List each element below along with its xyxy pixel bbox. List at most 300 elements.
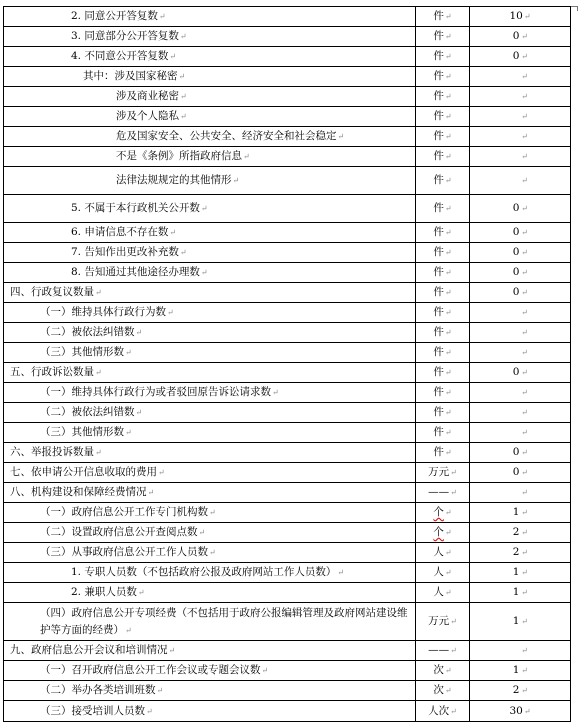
paragraph-mark-icon: ↵ [209, 508, 216, 517]
row-description: 7. 告知作出更改补充数 [71, 246, 179, 258]
row-description: （一）政府信息公开工作专门机构数 [40, 506, 208, 518]
paragraph-mark-icon: ↵ [95, 288, 102, 297]
table-row [4, 7, 571, 27]
row-description-cell [4, 423, 416, 443]
row-unit-cell [416, 127, 470, 147]
row-description: 五、行政诉讼数量 [10, 366, 94, 378]
row-value: 0 [512, 246, 520, 258]
table-row [4, 195, 571, 223]
paragraph-mark-icon: ↵ [521, 268, 528, 277]
paragraph-mark-icon: ↵ [337, 568, 345, 577]
row-description-cell [4, 583, 416, 603]
paragraph-mark-icon: ↵ [444, 666, 452, 675]
paragraph-mark-icon: ↵ [521, 112, 528, 121]
paragraph-mark-icon: ↵ [444, 588, 452, 597]
row-description-cell [4, 641, 416, 661]
row-description-cell [4, 127, 416, 147]
row-value-cell [470, 701, 571, 722]
row-unit-cell [416, 263, 470, 283]
row-description-cell [4, 67, 416, 87]
row-unit-cell [416, 543, 470, 563]
row-description-cell [4, 661, 416, 681]
row-value-cell [470, 127, 571, 147]
paragraph-mark-icon: ↵ [444, 32, 452, 41]
row-unit: 件 [433, 406, 444, 418]
row-description: 不是《条例》所指政府信息 [116, 150, 242, 162]
paragraph-mark-icon: ↵ [444, 528, 452, 537]
row-unit-cell [416, 641, 470, 661]
row-description-cell [4, 107, 416, 127]
paragraph-mark-icon: ↵ [209, 548, 216, 557]
row-value-cell [470, 195, 571, 223]
row-description-cell [4, 701, 416, 722]
row-unit: 件 [433, 10, 444, 22]
row-value: 0 [512, 226, 520, 238]
row-unit-cell [416, 443, 470, 463]
statistics-table [3, 6, 571, 722]
paragraph-mark-icon: ↵ [444, 348, 452, 357]
paragraph-mark-icon: ↵ [521, 488, 528, 497]
row-value-cell [470, 661, 571, 681]
paragraph-mark-icon: ↵ [450, 706, 457, 716]
paragraph-mark-icon: ↵ [521, 32, 528, 41]
paragraph-mark-icon: ↵ [167, 308, 174, 317]
row-unit: 件 [433, 50, 444, 62]
row-value-cell [470, 343, 571, 363]
table-row [4, 583, 571, 603]
row-value: 0 [512, 30, 520, 42]
row-description-cell [4, 167, 416, 195]
paragraph-mark-icon: ↵ [232, 176, 240, 185]
row-description-cell [4, 243, 416, 263]
row-description-cell [4, 223, 416, 243]
row-value-cell [470, 523, 571, 543]
row-unit-cell [416, 147, 470, 167]
paragraph-mark-icon: ↵ [521, 548, 528, 557]
row-unit: 个 [433, 526, 444, 538]
row-description-cell [4, 343, 416, 363]
paragraph-mark-icon: ↵ [179, 248, 187, 257]
row-description-cell [4, 283, 416, 303]
row-description: 5. 不属于本行政机关公开数 [71, 202, 200, 214]
row-unit: 件 [433, 110, 444, 122]
row-description: （二）设置政府信息公开查阅点数 [40, 526, 198, 538]
paragraph-mark-icon: ↵ [521, 388, 528, 397]
row-unit: 人次 [428, 704, 450, 717]
paragraph-mark-icon: ↵ [444, 388, 452, 397]
row-value: 30 [509, 704, 523, 717]
row-unit-cell [416, 603, 470, 641]
paragraph-mark-icon: ↵ [135, 328, 143, 337]
paragraph-mark-icon: ↵ [444, 428, 452, 437]
row-unit: —— [428, 644, 450, 656]
row-value-cell [470, 107, 571, 127]
row-value-cell [470, 443, 571, 463]
row-value-cell [470, 363, 571, 383]
row-description: 涉及商业秘密 [116, 90, 179, 102]
table-row [4, 67, 571, 87]
row-value: 10 [509, 10, 523, 22]
paragraph-mark-icon: ↵ [444, 508, 452, 517]
row-description: 六、举报投诉数量 [10, 446, 94, 458]
row-unit-cell [416, 7, 470, 27]
row-value-cell [470, 463, 571, 483]
paragraph-mark-icon: ↵ [521, 646, 528, 655]
row-value-cell [470, 423, 571, 443]
table-row [4, 127, 571, 147]
table-row [4, 87, 571, 107]
row-unit-cell [416, 243, 470, 263]
paragraph-mark-icon: ↵ [95, 368, 102, 377]
table-row [4, 443, 571, 463]
paragraph-mark-icon: ↵ [444, 248, 452, 257]
paragraph-mark-icon: ↵ [125, 625, 132, 635]
paragraph-mark-icon: ↵ [521, 468, 528, 477]
row-value-cell [470, 7, 571, 27]
table-row [4, 283, 571, 303]
row-value-cell [470, 543, 571, 563]
paragraph-mark-icon: ↵ [521, 568, 528, 577]
row-value: 1 [512, 615, 520, 627]
row-unit-cell [416, 383, 470, 403]
paragraph-mark-icon: ↵ [198, 528, 206, 537]
paragraph-mark-icon: ↵ [521, 448, 528, 457]
paragraph-mark-icon: ↵ [95, 448, 102, 457]
table-row [4, 503, 571, 523]
row-value-cell [470, 403, 571, 423]
row-description-cell [4, 87, 416, 107]
table-row [4, 147, 571, 167]
paragraph-mark-icon: ↵ [521, 248, 528, 257]
table-row [4, 403, 571, 423]
row-unit-cell [416, 403, 470, 423]
row-unit: 人 [433, 566, 444, 578]
paragraph-mark-icon: ↵ [523, 12, 531, 21]
paragraph-mark-icon: ↵ [523, 706, 531, 716]
row-description: 3. 同意部分公开答复数 [71, 30, 179, 42]
row-unit: 件 [433, 70, 444, 82]
paragraph-mark-icon: ↵ [272, 388, 279, 397]
row-description-cell [4, 263, 416, 283]
row-description-cell [4, 383, 416, 403]
row-unit-cell [416, 681, 470, 701]
row-value-cell [470, 167, 571, 195]
row-unit: 个 [433, 506, 444, 518]
row-value-cell [470, 283, 571, 303]
paragraph-mark-icon: ↵ [180, 112, 187, 121]
row-description: 九、政府信息公开会议和培训情况 [10, 644, 168, 656]
paragraph-mark-icon: ↵ [444, 548, 452, 557]
row-description-cell [4, 323, 416, 343]
paragraph-mark-icon: ↵ [521, 508, 528, 517]
row-value: 2 [512, 684, 520, 696]
row-unit: 万元 [428, 615, 450, 627]
row-value-cell [470, 483, 571, 503]
paragraph-mark-icon: ↵ [137, 588, 145, 597]
row-value-cell [470, 47, 571, 67]
row-description-cell [4, 483, 416, 503]
row-value: 0 [512, 50, 520, 62]
paragraph-mark-icon: ↵ [178, 72, 186, 81]
row-value-cell [470, 87, 571, 107]
row-unit: 人 [433, 586, 444, 598]
paragraph-mark-icon: ↵ [158, 468, 165, 477]
paragraph-mark-icon: ↵ [444, 204, 452, 213]
row-unit-cell [416, 701, 470, 722]
paragraph-mark-icon: ↵ [450, 617, 457, 626]
row-description: （三）其他情形数 [40, 346, 124, 358]
table-row [4, 543, 571, 563]
paragraph-mark-icon: ↵ [521, 588, 528, 597]
row-description: （一）召开政府信息公开工作会议或专题会议数 [40, 664, 261, 676]
paragraph-mark-icon: ↵ [521, 348, 528, 357]
row-unit-cell [416, 661, 470, 681]
paragraph-mark-icon: ↵ [521, 368, 528, 377]
table-row [4, 167, 571, 195]
row-unit: 件 [433, 366, 444, 378]
paragraph-mark-icon: ↵ [521, 72, 528, 81]
row-unit: 件 [433, 30, 444, 42]
row-description-cell [4, 563, 416, 583]
row-description-cell [4, 403, 416, 423]
row-unit: 件 [433, 150, 444, 162]
row-unit-cell [416, 523, 470, 543]
paragraph-mark-icon: ↵ [125, 348, 132, 357]
paragraph-mark-icon: ↵ [521, 204, 528, 213]
paragraph-mark-icon: ↵ [444, 448, 452, 457]
table-row [4, 363, 571, 383]
paragraph-mark-icon: ↵ [521, 408, 528, 417]
row-description: 1. 专职人员数（不包括政府公报及政府网站工作人员数） [71, 566, 337, 578]
paragraph-mark-icon: ↵ [444, 72, 452, 81]
row-value-cell [470, 147, 571, 167]
row-unit-cell [416, 323, 470, 343]
paragraph-mark-icon: ↵ [521, 686, 528, 695]
row-description: （一）维持具体行政行为数 [40, 306, 166, 318]
row-value: 0 [512, 286, 520, 298]
row-unit: 件 [433, 130, 444, 142]
row-unit: 件 [433, 306, 444, 318]
row-unit: —— [428, 486, 450, 498]
row-value-cell [470, 503, 571, 523]
table-row [4, 303, 571, 323]
row-value-cell [470, 583, 571, 603]
row-description: 法律法规规定的其他情形 [116, 174, 232, 186]
paragraph-mark-icon: ↵ [169, 228, 177, 237]
row-description-cell [4, 47, 416, 67]
row-description: 七、依申请公开信息收取的费用 [10, 466, 157, 478]
row-value-cell [470, 223, 571, 243]
row-unit: 件 [433, 226, 444, 238]
paragraph-mark-icon: ↵ [521, 92, 528, 101]
row-unit-cell [416, 87, 470, 107]
paragraph-mark-icon: ↵ [444, 328, 452, 337]
table-row [4, 107, 571, 127]
row-unit-cell [416, 303, 470, 323]
paragraph-mark-icon: ↵ [444, 308, 452, 317]
table-row [4, 641, 571, 661]
statistics-table-body [4, 7, 571, 722]
row-description: 四、行政复议数量 [10, 286, 94, 298]
row-value: 0 [512, 366, 520, 378]
row-unit-cell [416, 107, 470, 127]
row-value: 2 [512, 546, 520, 558]
paragraph-mark-icon: ↵ [169, 52, 177, 61]
table-row [4, 323, 571, 343]
row-value: 0 [512, 202, 520, 214]
paragraph-mark-icon: ↵ [444, 228, 452, 237]
paragraph-mark-icon: ↵ [521, 666, 528, 675]
paragraph-mark-icon: ↵ [444, 686, 452, 695]
row-value-cell [470, 681, 571, 701]
row-unit: 件 [433, 286, 444, 298]
paragraph-mark-icon: ↵ [444, 112, 452, 121]
paragraph-mark-icon: ↵ [158, 12, 166, 21]
row-description-cell [4, 7, 416, 27]
paragraph-mark-icon: ↵ [337, 132, 345, 141]
row-value-cell [470, 243, 571, 263]
table-row [4, 47, 571, 67]
paragraph-mark-icon: ↵ [444, 268, 452, 277]
paragraph-mark-icon: ↵ [444, 152, 452, 161]
paragraph-mark-icon: ↵ [450, 646, 457, 655]
row-description-cell [4, 147, 416, 167]
paragraph-mark-icon: ↵ [521, 288, 528, 297]
paragraph-mark-icon: ↵ [200, 204, 208, 213]
row-description: 6. 申请信息不存在数 [71, 226, 169, 238]
row-value-cell [470, 603, 571, 641]
row-description: 其中：涉及国家秘密 [83, 70, 178, 82]
row-description-cell [4, 603, 416, 641]
paragraph-mark-icon: ↵ [156, 686, 164, 695]
paragraph-mark-icon: ↵ [521, 152, 528, 161]
paragraph-mark-icon: ↵ [444, 288, 452, 297]
row-unit-cell [416, 363, 470, 383]
table-row [4, 661, 571, 681]
paragraph-mark-icon: ↵ [200, 268, 208, 277]
row-description: 危及国家安全、公共安全、经济安全和社会稳定 [116, 130, 337, 142]
paragraph-mark-icon: ↵ [444, 408, 452, 417]
row-value-cell [470, 383, 571, 403]
row-description-cell [4, 463, 416, 483]
row-value-cell [470, 563, 571, 583]
row-value: 0 [512, 446, 520, 458]
paragraph-mark-icon: ↵ [180, 92, 187, 101]
row-description: （四）政府信息公开专项经费（不包括用于政府公报编辑管理及政府网站建设维护等方面的经费） [40, 606, 408, 636]
row-value-cell [470, 27, 571, 47]
row-description: （二）被依法纠错数 [40, 406, 135, 418]
paragraph-mark-icon: ↵ [444, 132, 452, 141]
paragraph-mark-icon: ↵ [521, 528, 528, 537]
row-value: 0 [512, 466, 520, 478]
row-unit: 件 [433, 386, 444, 398]
row-value-cell [470, 303, 571, 323]
row-description: （一）维持具体行政行为或者驳回原告诉讼请求数 [40, 386, 271, 398]
row-unit: 件 [433, 246, 444, 258]
row-value: 1 [512, 566, 520, 578]
row-unit: 件 [433, 202, 444, 214]
table-row [4, 223, 571, 243]
paragraph-mark-icon: ↵ [521, 328, 528, 337]
row-unit-cell [416, 423, 470, 443]
paragraph-mark-icon: ↵ [450, 488, 457, 497]
paragraph-mark-icon: ↵ [521, 428, 528, 437]
row-description: （三）接受培训人员数 [40, 704, 145, 717]
row-value-cell [470, 641, 571, 661]
row-unit: 件 [433, 426, 444, 438]
row-description: （三）从事政府信息公开工作人员数 [40, 546, 208, 558]
page-corner-mark [571, 6, 578, 11]
row-unit-cell [416, 223, 470, 243]
row-unit: 人 [433, 546, 444, 558]
row-unit-cell [416, 195, 470, 223]
row-unit: 件 [433, 266, 444, 278]
row-unit: 万元 [428, 466, 450, 478]
table-row [4, 563, 571, 583]
row-description: 2. 兼职人员数 [71, 586, 137, 598]
row-unit-cell [416, 483, 470, 503]
table-row [4, 523, 571, 543]
row-unit: 件 [433, 174, 444, 186]
row-description: 4. 不同意公开答复数 [71, 50, 169, 62]
row-description: （三）其他情形数 [40, 426, 124, 438]
row-unit-cell [416, 67, 470, 87]
row-unit-cell [416, 563, 470, 583]
paragraph-mark-icon: ↵ [521, 52, 528, 61]
row-description: （二）举办各类培训班数 [40, 684, 156, 696]
row-unit: 次 [433, 684, 444, 696]
paragraph-mark-icon: ↵ [168, 646, 176, 655]
table-row [4, 483, 571, 503]
row-description: （二）被依法纠错数 [40, 326, 135, 338]
paragraph-mark-icon: ↵ [521, 617, 528, 626]
paragraph-mark-icon: ↵ [444, 12, 452, 21]
row-value: 1 [512, 506, 520, 518]
row-unit-cell [416, 167, 470, 195]
row-description-cell [4, 503, 416, 523]
table-row [4, 383, 571, 403]
row-description-cell [4, 303, 416, 323]
table-row [4, 603, 571, 641]
row-value: 1 [512, 664, 520, 676]
paragraph-mark-icon: ↵ [450, 468, 457, 477]
paragraph-mark-icon: ↵ [135, 408, 143, 417]
paragraph-mark-icon: ↵ [243, 152, 250, 161]
paragraph-mark-icon: ↵ [521, 176, 528, 185]
row-unit-cell [416, 343, 470, 363]
table-row [4, 343, 571, 363]
paragraph-mark-icon: ↵ [179, 32, 187, 41]
row-description-cell [4, 27, 416, 47]
row-unit: 次 [433, 664, 444, 676]
paragraph-mark-icon: ↵ [147, 488, 155, 497]
paragraph-mark-icon: ↵ [146, 706, 153, 716]
row-unit: 件 [433, 90, 444, 102]
table-row [4, 701, 571, 722]
row-unit-cell [416, 27, 470, 47]
row-description: 八、机构建设和保障经费情况 [10, 486, 147, 498]
row-description: 涉及个人隐私 [116, 110, 179, 122]
table-row [4, 681, 571, 701]
row-value: 0 [512, 266, 520, 278]
paragraph-mark-icon: ↵ [444, 368, 452, 377]
row-description-cell [4, 443, 416, 463]
paragraph-mark-icon: ↵ [125, 428, 132, 437]
row-unit-cell [416, 503, 470, 523]
table-row [4, 423, 571, 443]
paragraph-mark-icon: ↵ [444, 568, 452, 577]
table-row [4, 243, 571, 263]
